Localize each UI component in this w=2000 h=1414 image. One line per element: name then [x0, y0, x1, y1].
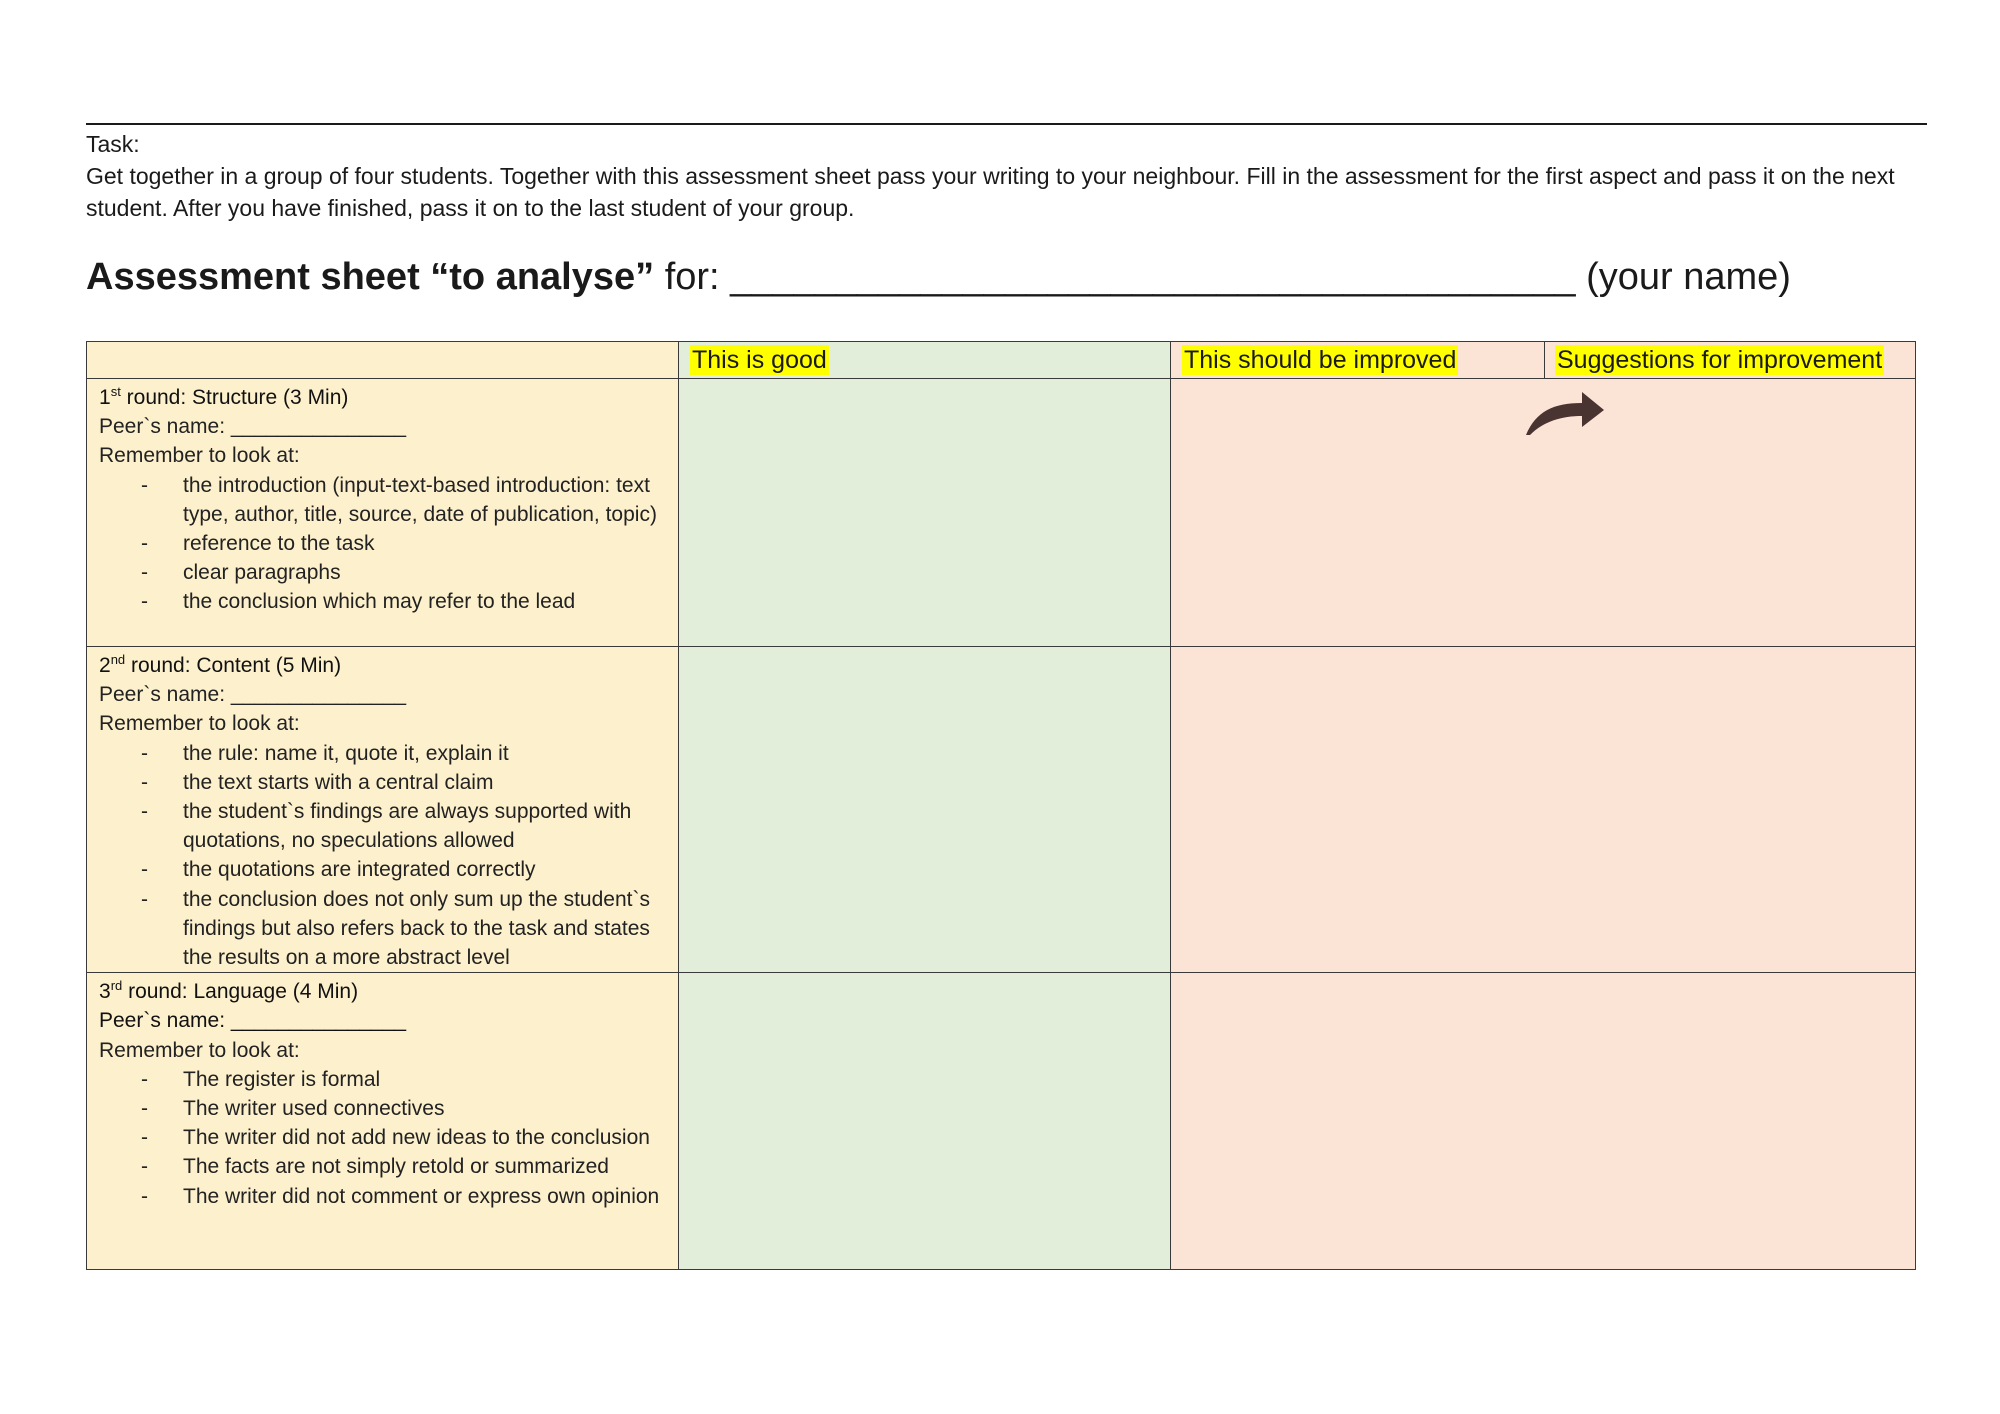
round-3-criteria-cell [87, 973, 679, 1270]
list-item: - the conclusion which may refer to the lead [183, 587, 670, 616]
sheet-title [86, 253, 1791, 301]
header-this-is-good: This is good [692, 346, 827, 374]
round-2-suffix: nd [110, 652, 126, 667]
assessment-table [86, 341, 1916, 1270]
round-1-title-text: round: Structure (3 Min) [120, 386, 349, 409]
table-header-row [87, 342, 1916, 379]
round-2-title-text: round: Content (5 Min) [125, 654, 342, 677]
round-2-criteria-cell [87, 647, 679, 973]
round-1-remember: Remember to look at: [99, 444, 300, 468]
header-should-be-improved: This should be improved [1184, 346, 1457, 374]
round-1-number: 1 [99, 386, 111, 409]
list-item: - the rule: name it, quote it, explain it [183, 739, 670, 768]
round-3-improve-cell[interactable] [1171, 973, 1916, 1270]
round-2-number: 2 [99, 654, 111, 677]
round-2-improve-cell[interactable] [1171, 647, 1916, 973]
list-item: - the text starts with a central claim [183, 768, 670, 797]
round-3-remember: Remember to look at: [99, 1038, 300, 1062]
round-2-title [99, 651, 670, 680]
list-item: - the quotations are integrated correctly [183, 855, 670, 884]
round-3-suffix: rd [110, 978, 123, 994]
header-good-cell [679, 342, 1171, 379]
round-3-number: 3 [99, 980, 111, 1004]
task-heading: Task: [86, 131, 140, 157]
header-suggestions: Suggestions for improvement [1557, 346, 1883, 374]
list-item: - The facts are not simply retold or summarized [183, 1152, 670, 1181]
list-item: - clear paragraphs [183, 558, 670, 587]
list-item: - the introduction (input-text-based introduction: text type, author, title, source, date of publication, topic) [183, 471, 670, 529]
round-2-checklist [99, 739, 670, 973]
list-item: - The writer did not comment or express own opinion [183, 1182, 670, 1211]
task-block [86, 128, 1927, 224]
round-2-good-cell[interactable] [679, 647, 1171, 973]
round-3-checklist [99, 1065, 670, 1211]
round-3-peer-name: Peer`s name: _______________ [99, 1009, 407, 1033]
list-item: - The register is formal [183, 1065, 670, 1094]
round-1-criteria-cell [87, 379, 679, 647]
header-criteria-cell [87, 342, 679, 379]
curved-arrow-right-icon [1524, 389, 1606, 437]
round-2-remember: Remember to look at: [99, 712, 300, 736]
round-3-title [99, 977, 670, 1006]
sheet-title-name-line: for: ________________________________________ (your name) [654, 256, 1791, 298]
round-3-good-cell[interactable] [679, 973, 1171, 1270]
list-item: - the student`s findings are always supported with quotations, no speculations allowed [183, 797, 670, 855]
list-item: - reference to the task [183, 529, 670, 558]
list-item: - The writer used connectives [183, 1094, 670, 1123]
table-row-round-2 [87, 647, 1916, 973]
round-1-good-cell[interactable] [679, 379, 1171, 647]
round-2-peer-name: Peer`s name: _______________ [99, 683, 407, 707]
round-1-checklist [99, 471, 670, 617]
round-1-suffix: st [110, 384, 121, 399]
table-row-round-3 [87, 973, 1916, 1270]
round-1-title [99, 383, 670, 412]
list-item: - The writer did not add new ideas to the conclusion [183, 1123, 670, 1152]
task-instructions: Get together in a group of four students. Together with this assessment sheet pass your writing to your neighbour. Fill in the assessment for the first aspect and pass it on the next student. After you have finished, pass it on to the last student of your group. [86, 163, 1895, 221]
top-rule [86, 123, 1927, 125]
list-item: - the conclusion does not only sum up the student`s findings but also refers back to the task and states the results on a more abstract level [183, 885, 670, 973]
sheet-title-bold: Assessment sheet “to analyse” [86, 256, 655, 298]
round-1-peer-name: Peer`s name: _______________ [99, 415, 407, 439]
round-3-title-text: round: Language (4 Min) [122, 980, 359, 1004]
table-row-round-1 [87, 379, 1916, 647]
header-improve-cell [1171, 342, 1916, 379]
